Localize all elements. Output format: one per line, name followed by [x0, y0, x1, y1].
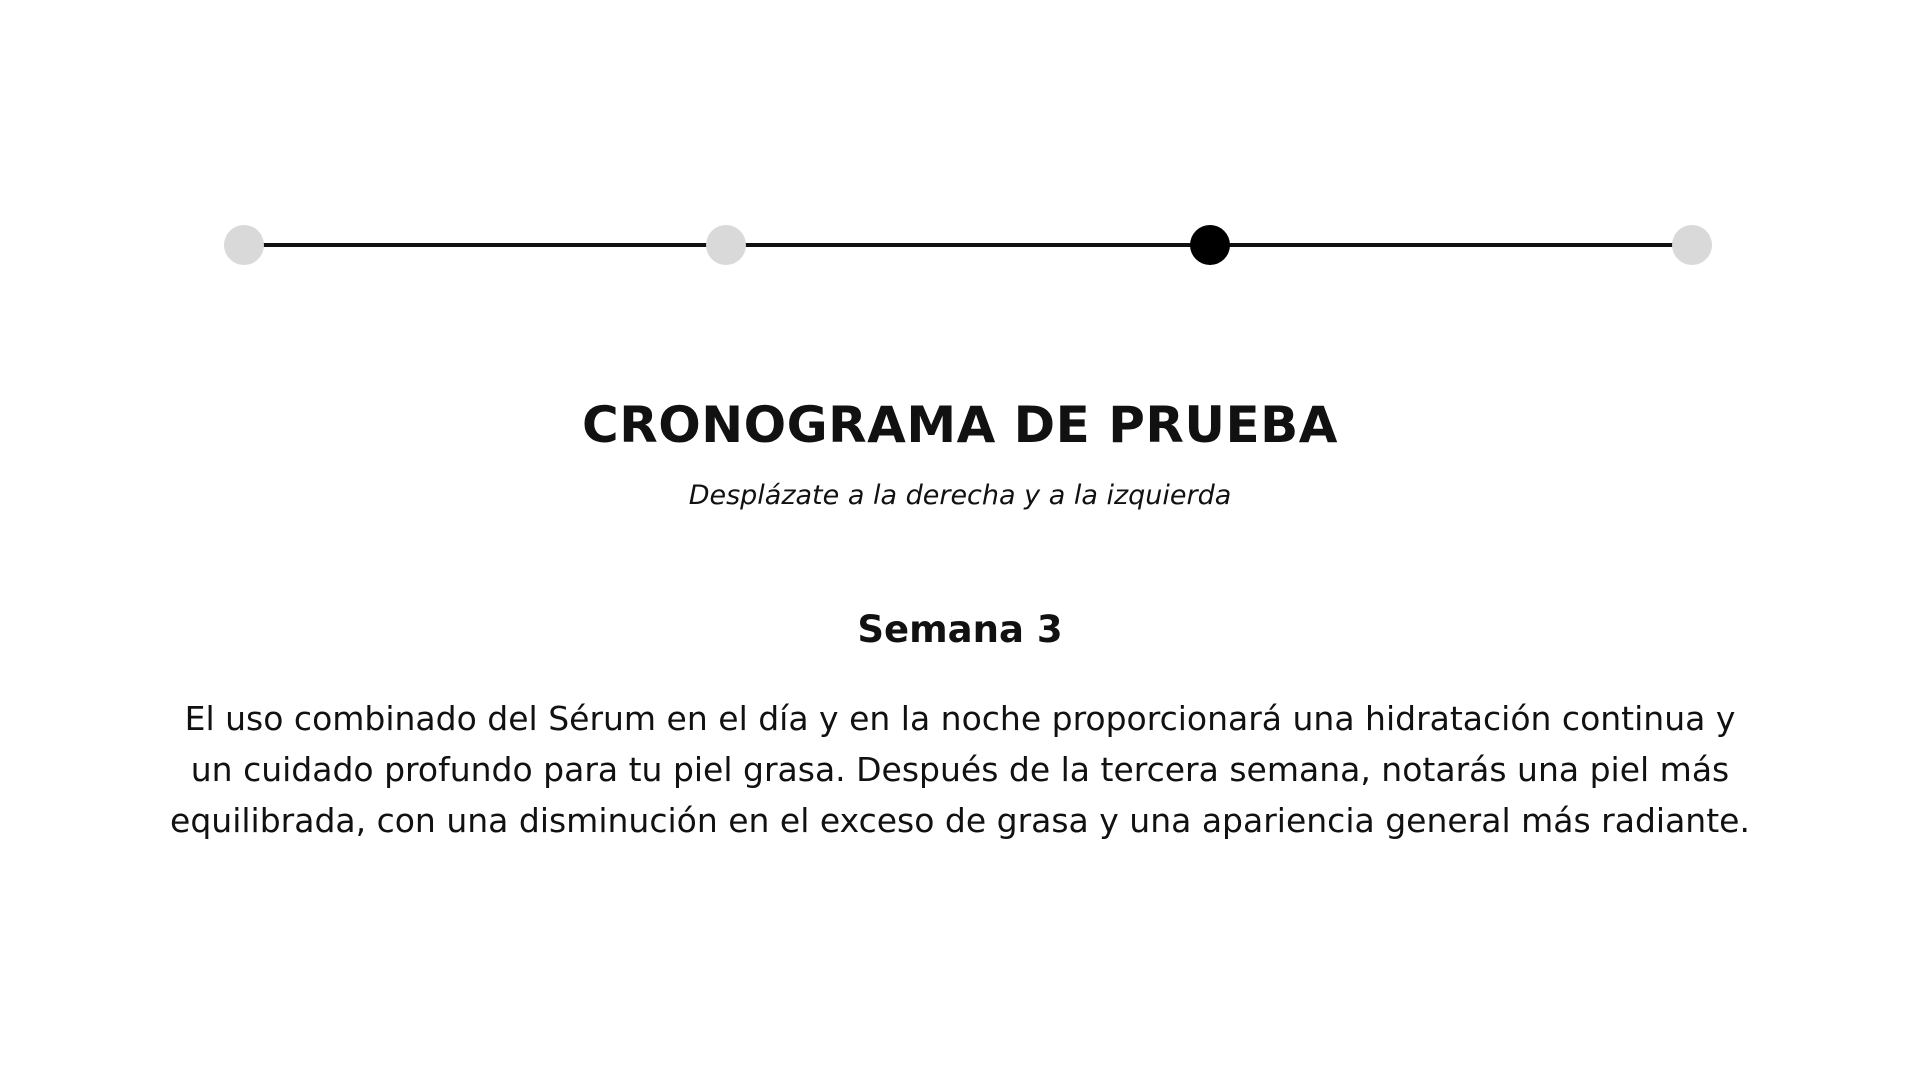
- page-title: CRONOGRAMA DE PRUEBA: [582, 396, 1338, 454]
- week-description: El uso combinado del Sérum en el día y en la noche proporcionará una hidratación continua y un cuidado profundo para tu piel grasa. Después de la tercera semana, notarás una piel más equilibrada, con una disminución en el exceso de grasa y una apariencia general más radiante.: [170, 699, 1750, 840]
- timeline-step-1[interactable]: [224, 225, 264, 265]
- timeline-line: [1228, 243, 1676, 247]
- timeline-step-3[interactable]: [1190, 225, 1230, 265]
- timeline-line: [262, 243, 710, 247]
- timeline: [0, 0, 1920, 300]
- timeline-step-4[interactable]: [1672, 225, 1712, 265]
- timeline-step-2[interactable]: [706, 225, 746, 265]
- timeline-line: [744, 243, 1194, 247]
- page-subtitle: Desplázate a la derecha y a la izquierda: [688, 480, 1232, 511]
- week-title: Semana 3: [857, 608, 1063, 651]
